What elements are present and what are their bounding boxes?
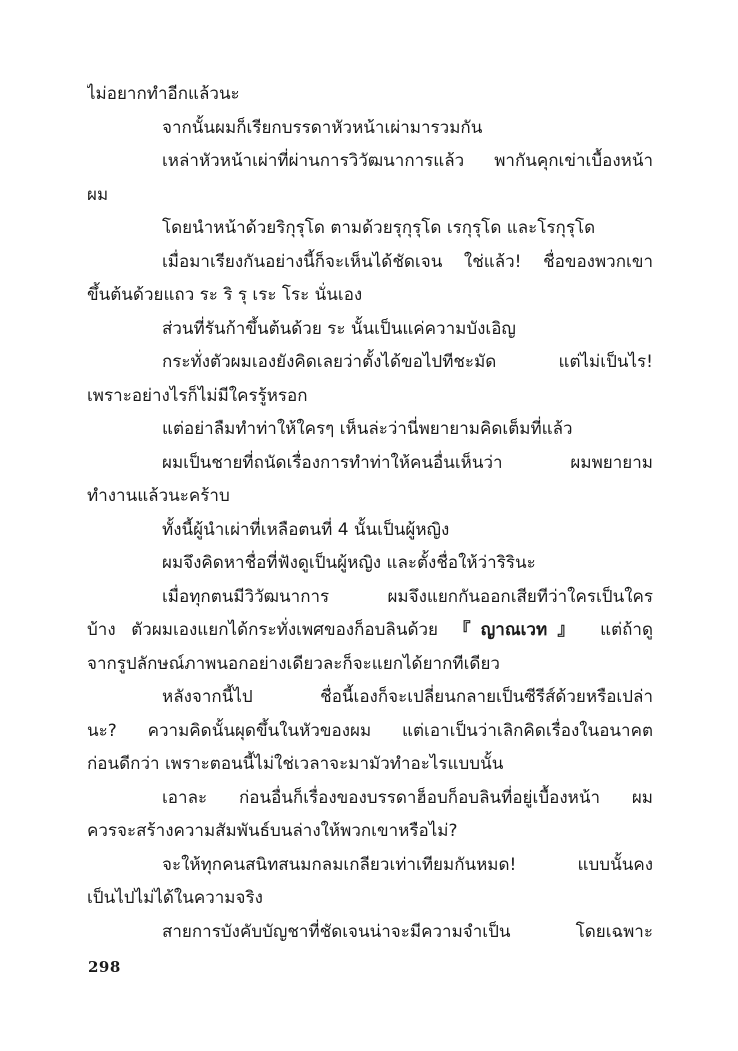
text-line: สายการบังคับบัญชาที่ชัดเจนน่าจะมีความจำเป็น โดยเฉพาะ [162,921,653,942]
text-line: ผมเป็นชายที่ถนัดเรื่องการทำท่าให้คนอื่นเห็นว่า ผมพยายาม [162,452,653,473]
text-line: แต่อย่าลืมทำท่าให้ใครๆ เห็นล่ะว่านี่พยายามคิดเต็มที่แล้ว [162,419,573,439]
page-body [87,78,653,949]
skill-name: 『ญาณเวท』 [453,620,585,640]
text-line: ควรจะสร้างความสัมพันธ์บนล่างให้พวกเขาหรือไม่? [87,821,458,841]
text-line: จากรูปลักษณ์ภาพนอกอย่างเดียวละก็จะแยกได้ยากทีเดียว [87,653,500,674]
text-line: นะ? ความคิดนั้นผุดขึ้นในหัวของผม แต่เอาเป็นว่าเลิกคิดเรื่องในอนาคต [87,720,653,741]
text-line: ผม [87,184,109,205]
text-line: ทั้งนี้ผู้นำเผ่าที่เหลือตนที่ 4 นั้นเป็นผู้หญิง [162,519,450,540]
text-segment: บ้าง ตัวผมเองแยกได้กระทั่งเพศของก็อบลินด้วย [87,620,454,640]
text-line: ส่วนที่รันก้าขึ้นต้นด้วย ระ นั้นเป็นแค่ความบังเอิญ [162,318,516,339]
text-segment: แต่ถ้าดู [584,620,653,640]
text-line: กระทั่งตัวผมเองยังคิดเลยว่าตั้งได้ขอไปทีชะมัด แต่ไม่เป็นไร! [162,352,653,372]
text-line: เหล่าหัวหน้าเผ่าที่ผ่านการวิวัฒนาการแล้ว พากันคุกเข่าเบื้องหน้า [162,151,653,171]
text-line: เอาละ ก่อนอื่นก็เรื่องของบรรดาฮ็อบก็อบลินที่อยู่เบื้องหน้า ผม [162,787,653,808]
text-line: เมื่อทุกตนมีวิวัฒนาการ ผมจึงแยกกันออกเสียทีว่าใครเป็นใคร [162,586,653,607]
text-line: เมื่อมาเรียงกันอย่างนี้ก็จะเห็นได้ชัดเจน ใช่แล้ว! ชื่อของพวกเขา [162,251,653,272]
text-line: ผมจึงคิดหาชื่อที่ฟังดูเป็นผู้หญิง และตั้งชื่อให้ว่าริรินะ [162,553,536,573]
text-line: จากนั้นผมก็เรียกบรรดาหัวหน้าเผ่ามารวมกัน [162,117,483,138]
text-line: ขึ้นต้นด้วยแถว ระ ริ รุ เระ โระ นั่นเอง [87,285,363,305]
text-line: โดยนำหน้าด้วยริกุรุโด ตามด้วยรุกุรุโด เรกุรุโด และโรกุรุโด [162,218,596,238]
text-line: จะให้ทุกคนสนิทสนมกลมเกลียวเท่าเทียมกันหมด! แบบนั้นคง [162,854,653,875]
text-line: เพราะอย่างไรก็ไม่มีใครรู้หรอก [87,385,308,406]
text-line: เป็นไปไม่ได้ในความจริง [87,888,263,908]
text-line: หลังจากนี้ไป ชื่อนี้เองก็จะเปลี่ยนกลายเป็นซีรีส์ด้วยหรือเปล่า [162,687,653,707]
text-line: ก่อนดีกว่า เพราะตอนนี้ไม่ใช่เวลาจะมามัวทำอะไรแบบนั้น [87,754,504,774]
text-line [87,614,653,648]
page-number: 298 [88,958,121,976]
text-line: ไม่อยากทำอีกแล้วนะ [87,84,240,104]
text-line: ทำงานแล้วนะคร้าบ [87,486,230,506]
